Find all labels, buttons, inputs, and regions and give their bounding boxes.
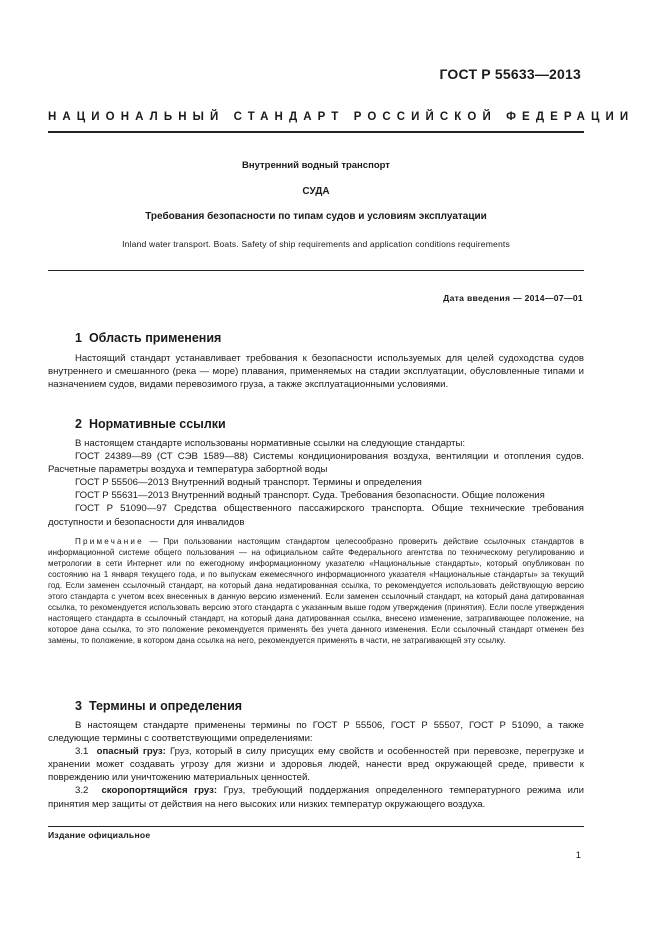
term-text: Груз, который в силу присущих ему свойств и особенностей при перевозке, перегрузке и хранении может создавать угрозу для жизни и здоровья людей, нанести вред окружающей среде, привести к повреждению или уничтожению материальных ценностей. bbox=[48, 746, 584, 784]
document-kind: СУДА bbox=[302, 186, 330, 197]
standard-banner: НАЦИОНАЛЬНЫЙ СТАНДАРТ РОССИЙСКОЙ ФЕДЕРАЦИИ bbox=[48, 111, 635, 123]
term-number: 3.2 bbox=[75, 785, 89, 797]
note-lead: Примечание bbox=[75, 536, 144, 546]
section-heading bbox=[48, 698, 584, 714]
document-title: Требования безопасности по типам судов и условиям эксплуатации bbox=[145, 211, 487, 222]
section-number: 1 bbox=[75, 331, 82, 345]
section-number: 2 bbox=[75, 417, 82, 431]
section-title: Нормативные ссылки bbox=[88, 417, 226, 431]
reference-item: ГОСТ Р 55506—2013 Внутренний водный транспорт. Термины и определения bbox=[75, 477, 422, 489]
intro-date: Дата введения — 2014—07—01 bbox=[443, 293, 583, 303]
term-definition bbox=[48, 745, 584, 784]
gost-number: ГОСТ Р 55633—2013 bbox=[439, 66, 581, 82]
reference-item: ГОСТ Р 55631—2013 Внутренний водный транспорт. Суда. Требования безопасности. Общие положения bbox=[75, 490, 545, 502]
section-heading bbox=[48, 416, 584, 432]
section-title: Область применения bbox=[88, 331, 222, 345]
footer-rule bbox=[48, 826, 584, 827]
paragraph: Настоящий стандарт устанавливает требования к безопасности используемых для целей судоходства судов внутреннего и смешанного (река — море) плавания, применяемых на стадии эксплуатации, обусловленные типами и назначением судов, видами перевозимого груза, а также эксплуатационными условиями. bbox=[48, 353, 584, 391]
section-number: 3 bbox=[75, 699, 82, 713]
paragraph: В настоящем стандарте использованы нормативные ссылки на следующие стандарты: bbox=[75, 438, 466, 449]
note-text: — При пользовании настоящим стандартом целесообразно проверить действие ссылочных стандартов в информационной системе общего пользования — на официальном сайте Федерального агентства по техническому регулированию и метрологии в сети Интернет или по ежегодному информационному указателю «Национальные стандарты», который опубликован по состоянию на 1 января текущего года, и по выпускам ежемесячного информационного указателя «Национальные стандарты» за текущий год. Если заменен ссылочный стандарт, на который дана недатированная ссылка, то рекомендуется использовать действующую версию этого стандарта с учетом всех внесенных в данную версию изменений. Если заменен ссылочный стандарт, на который дана датированная ссылка, то рекомендуется использовать версию этого стандарта с указанным выше годом утверждения (принятия). Если после утверждения настоящего стандарта в ссылочный стандарт, на который дана датированная ссылка, внесено изменение, затрагивающее положение, на которое дана ссылка, то это положение рекомендуется применять без учета данного изменения. Если ссылочный стандарт отменен без замены, то положение, в котором дана ссылка на него, рекомендуется применять в части, не затрагивающей эту ссылку. bbox=[48, 536, 584, 646]
section-title: Термины и определения bbox=[88, 699, 243, 713]
top-rule bbox=[48, 131, 584, 133]
section-normative-references bbox=[48, 416, 584, 646]
section-scope bbox=[48, 330, 584, 391]
paragraph: В настоящем стандарте применены термины по ГОСТ Р 55506, ГОСТ Р 55507, ГОСТ Р 51090, а также следующие термины с соответствующими определениями: bbox=[48, 720, 584, 745]
title-rule bbox=[48, 270, 584, 271]
reference-item: ГОСТ 24389—89 (СТ СЭВ 1589—88) Системы кондиционирования воздуха, вентиляции и отопления судов. Расчетные параметры воздуха и температура забортной воды bbox=[48, 451, 584, 476]
term-number: 3.1 bbox=[75, 746, 89, 758]
term-name: опасный груз: bbox=[96, 746, 166, 758]
reference-item: ГОСТ Р 51090—97 Средства общественного пассажирского транспорта. Общие технические требования доступности и безопасности для инвалидов bbox=[48, 503, 584, 528]
section-heading bbox=[48, 330, 584, 346]
note bbox=[48, 536, 584, 646]
term-name: скоропортящийся груз: bbox=[101, 785, 218, 797]
page-number: 1 bbox=[575, 850, 581, 861]
section-terms bbox=[48, 698, 584, 811]
edition-label: Издание официальное bbox=[48, 830, 151, 840]
document-title-en: Inland water transport. Boats. Safety of ship requirements and application conditions requirements bbox=[122, 239, 510, 249]
term-text: Груз, требующий поддержания определенного температурного режима или принятия мер защиты от действия на него высоких или низких температур окружающего воздуха. bbox=[48, 785, 584, 810]
term-definition bbox=[48, 784, 584, 810]
document-subject: Внутренний водный транспорт bbox=[242, 160, 390, 171]
